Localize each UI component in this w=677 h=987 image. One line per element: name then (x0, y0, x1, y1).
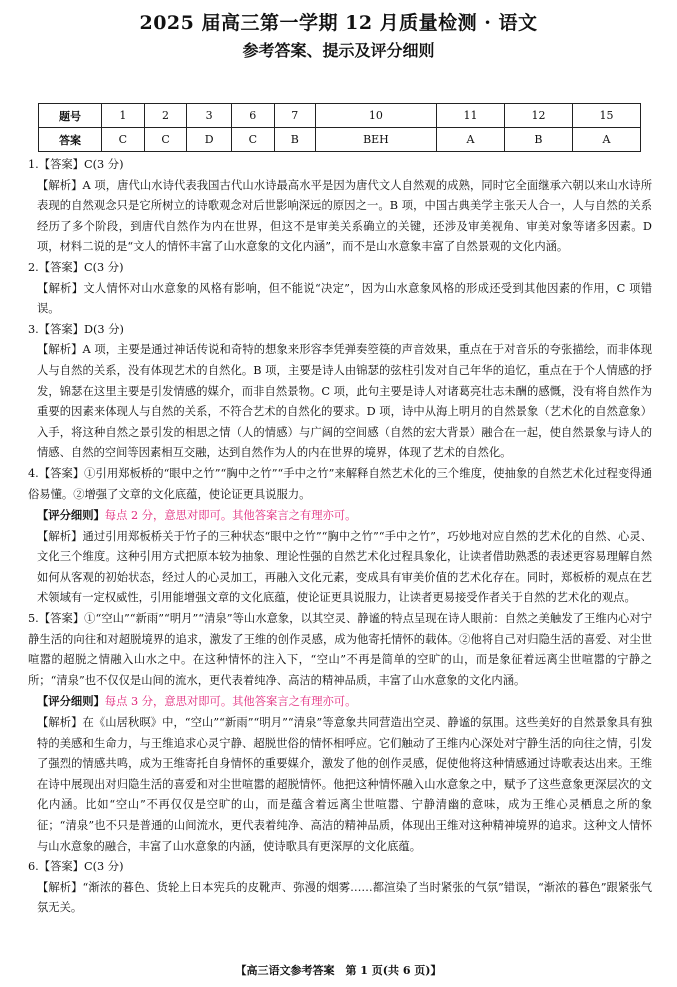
answer-row (39, 128, 641, 152)
q2-answer: 2.【答案】C(3 分) (28, 260, 124, 274)
q6-explanation: 【解析】“渐浓的暮色、货轮上日本宪兵的皮靴声、弥漫的烟雾……都渲染了当时紧张的气氛”错误，“渐浓的暮色”跟紧张气氛无关。 (37, 880, 652, 915)
question-number: 12 (504, 104, 572, 128)
q4-scoring (28, 505, 652, 527)
answer-cell: A (436, 128, 504, 152)
answer-cell: BEH (315, 128, 436, 152)
q5-scoring (28, 691, 652, 713)
q2-explanation: 【解析】文人情怀对山水意象的风格有影响，但不能说“决定”，因为山水意象风格的形成还受到其他因素的作用，C 项错误。 (37, 281, 652, 316)
question-number: 6 (231, 104, 274, 128)
scoring-rule: 每点 2 分，意思对即可。其他答案言之有理亦可。 (104, 509, 357, 523)
q6-answer: 6.【答案】C(3 分) (28, 860, 124, 874)
q1-explanation: 【解析】A 项，唐代山水诗代表我国古代山水诗最高水平是因为唐代文人自然观的成熟，同时它全面继承六朝以来山水诗所表现的自然观念只是它所树立的诗歌观念对后世影响深远的原因之一。B 项，中国古典美学主张天人合一，人与自然的关系经历了多个阶段，到唐代自然作为内在世界，但这不是审美关系确立的关键，还涉及审美视角、审美对象等诸多因素。D 项，材料二说的是“文人的情怀丰富了山水意象的文化内涵”，而不是山水意象丰富了自然景观的文化内涵。 (37, 178, 652, 254)
q5-answer: 5.【答案】①“空山”“新雨”“明月”“清泉”等山水意象，以其空灵、静谧的特点呈现在诗人眼前：自然之美触发了王维内心对宁静生活的向往和对超脱境界的追求，激发了王维的创作灵感，成为他寄托情怀的载体。②他将自己对归隐生活的喜爱、对尘世喧嚣的超脱之情融入山水之中。在这种情怀的注入下，“空山”不再是简单的空旷的山，而是象征着远离尘世喧嚣的宁静之所；“清泉”也不仅仅是山间的流水，更代表着纯净、高洁的精神品质，丰富了山水意象的文化内涵。 (28, 612, 652, 687)
answer-cell: A (572, 128, 640, 152)
scoring-rule: 每点 3 分，意思对即可。其他答案言之有理亦可。 (104, 695, 357, 709)
question-number: 10 (315, 104, 436, 128)
question-number: 7 (274, 104, 315, 128)
answer-cell: C (102, 128, 145, 152)
scoring-tag: 【评分细则】 (37, 694, 105, 709)
page-title: 2025 届高三第一学期 12 月质量检测 · 语文 (139, 12, 538, 34)
q4-answer: 4.【答案】①引用郑板桥的“眼中之竹”“胸中之竹”“手中之竹”来解释自然艺术化的三个维度，使抽象的自然艺术化过程变得通俗易懂。②增强了文章的文化底蕴，使论证更具说服力。 (28, 466, 652, 501)
question-number: 11 (436, 104, 504, 128)
answer-cell: D (187, 128, 232, 152)
answer-explanations (28, 155, 652, 919)
q5-explanation: 【解析】在《山居秋暝》中，“空山”“新雨”“明月”“清泉”等意象共同营造出空灵、静谧的氛围。这些美好的自然景象具有独特的美感和生命力，与王维追求心灵宁静、超脱世俗的情怀相呼应。它们触动了王维内心深处对宁静生活的向往之情，引发了强烈的情感共鸣，成为王维寄托自身情怀的重要媒介，激发了他的创作灵感，促使他将这种情感通过诗歌表达出来。王维在诗中展现出对归隐生活的喜爱和对尘世喧嚣的超脱情怀。他把这种情怀融入山水意象之中，赋予了这些意象更深层次的文化内涵。比如“空山”不再仅仅是空旷的山，而是蕴含着远离尘世喧嚣、宁静清幽的意味，成为王维心灵栖息之所的象征；“清泉”也不只是普通的山间流水，更代表着纯净、高洁的精神品质，体现出王维对这种精神境界的追求。这种文人情怀与山水意象的融合，丰富了山水意象的内涵，使诗歌具有更深厚的文化底蕴。 (37, 716, 652, 853)
page-footer: 【高三语文参考答案 第 1 页(共 6 页)】 (235, 964, 442, 977)
q1-answer: 1.【答案】C(3 分) (28, 158, 124, 171)
answer-table (38, 103, 641, 152)
q3-explanation: 【解析】A 项，主要是通过神话传说和奇特的想象来形容李凭弹奏箜篌的声音效果，重点在于对音乐的夸张描绘，而非体现人与自然的关系，没有体现艺术的自然化。B 项，主要是诗人由锦瑟的弦柱引发对自己年华的追忆，重点在于个人情感的抒发，锦瑟在这里主要是引发情感的媒介，而非自然景物。C 项，此句主要是诗人对诸葛亮壮志未酬的感慨，没有将自然作为重要的因素来体现人与自然的关系，不符合艺术的自然化的要求。D 项，诗中从海上明月的自然景象（艺术化的自然意象）入手，将这种自然之景引发的相思之情（人的情感）与广阔的空间感（自然的宏大背景）融合在一起，使自然景象与诗人的情感、自然的空间等因素相互交融，达到自然作为人的内在世界的境界，体现了艺术的自然化。 (37, 343, 652, 460)
answer-cell: C (231, 128, 274, 152)
row-label-answer: 答案 (39, 128, 102, 152)
question-number: 2 (144, 104, 187, 128)
row-label-number: 题号 (39, 104, 102, 128)
q4-explanation: 【解析】通过引用郑板桥关于竹子的三种状态“眼中之竹”“胸中之竹”“手中之竹”，巧妙地对应自然的艺术化的自然、心灵、文化三个维度。这种引用方式把原本较为抽象、理论性强的自然艺术化过程具象化，让读者借助熟悉的表述更容易理解自然如何从客观的初始状态，经过人的心灵加工，再融入文化元素，变成具有审美价值的艺术化存在。同时，郑板桥的观点在艺术领域有一定权威性，引用能增强文章的文化底蕴，使论证更具说服力，让读者更易接受作者关于自然的艺术化的观点。 (37, 529, 652, 605)
question-number: 1 (102, 104, 145, 128)
scoring-tag: 【评分细则】 (37, 508, 105, 523)
answer-cell: C (144, 128, 187, 152)
question-number-row (39, 104, 641, 128)
answer-cell: B (504, 128, 572, 152)
q3-answer: 3.【答案】D(3 分) (28, 322, 124, 336)
answer-cell: B (274, 128, 315, 152)
page-subtitle: 参考答案、提示及评分细则 (242, 41, 435, 60)
question-number: 3 (187, 104, 232, 128)
question-number: 15 (572, 104, 640, 128)
